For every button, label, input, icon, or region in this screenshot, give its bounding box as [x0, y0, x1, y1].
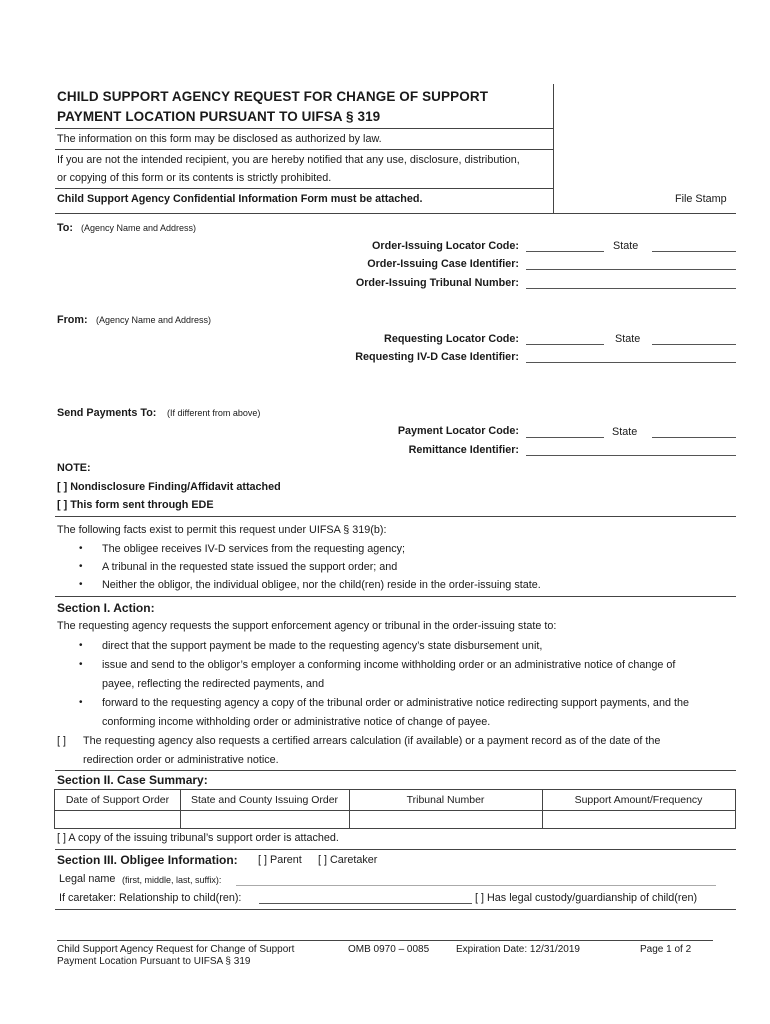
bullet-icon: • [79, 659, 83, 670]
form-title-line2: PAYMENT LOCATION PURSUANT TO UIFSA § 319 [57, 109, 381, 124]
note-rule [55, 516, 736, 517]
send-payments-hint: (If different from above) [167, 408, 261, 418]
order-issuing-locator-field[interactable] [526, 251, 604, 252]
section3-rule [55, 909, 736, 910]
arrears-request-text-continued: redirection order or administrative notice. [83, 754, 279, 766]
bullet-icon: • [79, 561, 83, 572]
support-order-attached-checkbox[interactable]: [ ] A copy of the issuing tribunal’s support order is attached. [57, 832, 339, 844]
legal-name-field[interactable] [236, 885, 716, 886]
requesting-case-label: Requesting IV-D Case Identifier: [355, 351, 519, 363]
page-number: Page 1 of 2 [640, 944, 692, 955]
requesting-state-label: State [615, 333, 641, 345]
legal-name-label: Legal name [59, 873, 116, 885]
notice-text-line2: or copying of this form or its contents is strictly prohibited. [57, 172, 332, 184]
to-hint: (Agency Name and Address) [81, 223, 197, 233]
action-item-continued: conforming income withholding order or administrative notice of change of payee. [102, 716, 491, 728]
section1-heading: Section I. Action: [57, 601, 155, 615]
remittance-field[interactable] [526, 455, 736, 456]
file-stamp-label: File Stamp [675, 193, 727, 205]
footer-form-title-line1: Child Support Agency Request for Change of Support [57, 944, 295, 955]
header-rule [55, 128, 553, 129]
to-label: To: [57, 222, 73, 234]
section2-rule [55, 849, 736, 850]
arrears-checkbox[interactable]: [ ] [57, 735, 66, 747]
action-item-continued: payee, reflecting the redirected payments, and [102, 678, 325, 690]
caretaker-checkbox[interactable]: [ ] Caretaker [318, 854, 378, 866]
order-issuing-case-field[interactable] [526, 269, 736, 270]
bullet-icon: • [79, 697, 83, 708]
disclosure-text: The information on this form may be disclosed as authorized by law. [57, 133, 382, 145]
action-item: forward to the requesting agency a copy of the tribunal order or administrative notice redirecting support payments, and the [102, 697, 689, 709]
payment-locator-label: Payment Locator Code: [397, 425, 519, 437]
from-label: From: [57, 314, 88, 326]
order-issuing-tribunal-field[interactable] [526, 288, 736, 289]
order-issuing-state-field[interactable] [652, 251, 736, 252]
date-of-support-order-cell[interactable] [55, 811, 180, 828]
tribunal-number-cell[interactable] [350, 811, 542, 828]
send-payments-label: Send Payments To: [57, 407, 157, 419]
caretaker-relationship-label: If caretaker: Relationship to child(ren): [59, 892, 242, 904]
nondisclosure-checkbox[interactable]: [ ] Nondisclosure Finding/Affidavit attached [57, 481, 281, 493]
order-issuing-case-label: Order-Issuing Case Identifier: [367, 258, 519, 270]
expiration-date: Expiration Date: 12/31/2019 [456, 944, 580, 955]
fact-item: The obligee receives IV-D services from the requesting agency; [102, 543, 406, 555]
requesting-case-field[interactable] [526, 362, 736, 363]
form-title-line1: CHILD SUPPORT AGENCY REQUEST FOR CHANGE OF SUPPORT [57, 89, 489, 104]
order-issuing-locator-label: Order-Issuing Locator Code: [372, 240, 519, 252]
legal-custody-checkbox[interactable]: [ ] Has legal custody/guardianship of child(ren) [475, 892, 698, 904]
bullet-icon: • [79, 543, 83, 554]
table-header: Tribunal Number [406, 794, 485, 806]
payment-state-field[interactable] [652, 437, 736, 438]
table-header: State and County Issuing Order [190, 794, 339, 806]
case-summary-table [54, 789, 736, 829]
bullet-icon: • [79, 579, 83, 590]
payment-locator-field[interactable] [526, 437, 604, 438]
section3-heading: Section III. Obligee Information: [57, 853, 238, 867]
order-issuing-tribunal-label: Order-Issuing Tribunal Number: [355, 277, 519, 289]
footer-form-title-line2: Payment Location Pursuant to UIFSA § 319 [57, 956, 251, 967]
table-header: Support Amount/Frequency [574, 794, 703, 806]
facts-rule [55, 596, 736, 597]
fact-item: A tribunal in the requested state issued the support order; and [102, 561, 398, 573]
order-issuing-state-label: State [613, 240, 639, 252]
section1-rule [55, 770, 736, 771]
legal-name-hint: (first, middle, last, suffix): [122, 875, 222, 885]
parent-checkbox[interactable]: [ ] Parent [258, 854, 302, 866]
note-label: NOTE: [57, 462, 91, 474]
arrears-request-text: The requesting agency also requests a certified arrears calculation (if available) or a payment record as of the date of the [83, 735, 661, 747]
attachment-notice: Child Support Agency Confidential Information Form must be attached. [57, 193, 423, 205]
support-amount-cell[interactable] [543, 811, 735, 828]
caretaker-relationship-field[interactable] [259, 903, 472, 904]
section1-intro: The requesting agency requests the support enforcement agency or tribunal in the order-issuing state to: [57, 620, 557, 632]
omb-number: OMB 0970 – 0085 [348, 944, 430, 955]
requesting-locator-field[interactable] [526, 344, 604, 345]
remittance-label: Remittance Identifier: [408, 444, 519, 456]
file-stamp-divider [553, 84, 554, 214]
requesting-locator-label: Requesting Locator Code: [384, 333, 519, 345]
table-header: Date of Support Order [65, 794, 170, 806]
action-item: direct that the support payment be made to the requesting agency’s state disbursement unit, [102, 640, 543, 652]
state-county-cell[interactable] [181, 811, 349, 828]
payment-state-label: State [612, 426, 638, 438]
ede-checkbox[interactable]: [ ] This form sent through EDE [57, 499, 214, 511]
bullet-icon: • [79, 640, 83, 651]
header-rule [55, 188, 553, 189]
requesting-state-field[interactable] [652, 344, 736, 345]
notice-text-line1: If you are not the intended recipient, you are hereby notified that any use, disclosure, distribution, [57, 154, 520, 166]
header-rule [55, 149, 553, 150]
fact-item: Neither the obligor, the individual obligee, nor the child(ren) reside in the order-issuing state. [102, 579, 541, 591]
section2-heading: Section II. Case Summary: [57, 773, 208, 787]
footer-rule [57, 940, 713, 941]
header-bottom-rule [55, 213, 736, 214]
action-item: issue and send to the obligor’s employer a conforming income withholding order or an administrative notice of change of [102, 659, 676, 671]
facts-intro: The following facts exist to permit this request under UIFSA § 319(b): [57, 524, 387, 536]
from-hint: (Agency Name and Address) [96, 315, 212, 325]
